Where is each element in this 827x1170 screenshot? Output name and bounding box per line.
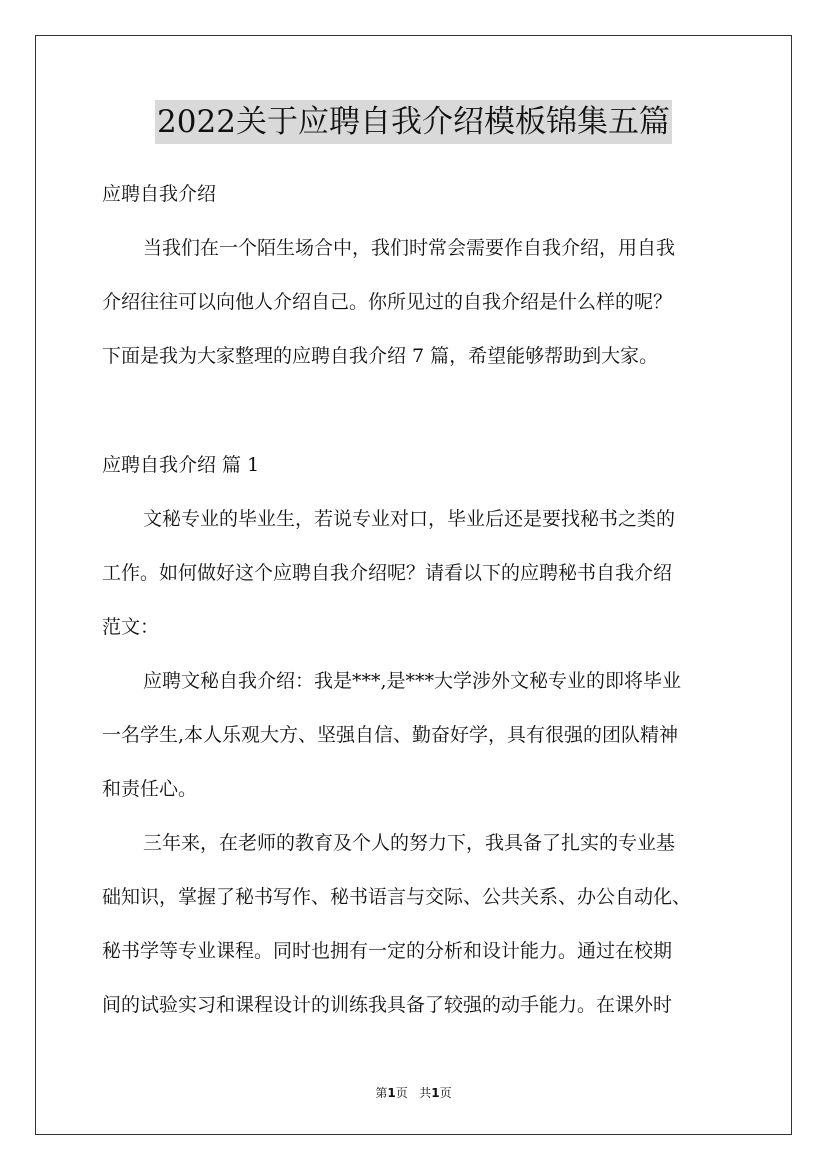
page-suffix: 页 [395, 1086, 408, 1100]
paragraph-line: 秘书学等专业课程。同时也拥有一定的分析和设计能力。通过在校期 [102, 940, 673, 962]
paragraph-line: 三年来，在老师的教育及个人的努力下，我具备了扎实的专业基 [143, 832, 676, 854]
paragraph-line: 础知识，掌握了秘书写作、秘书语言与交际、公共关系、办公自动化、 [102, 886, 692, 908]
paragraph-line: 间的试验实习和课程设计的训练我具备了较强的动手能力。在课外时 [102, 994, 673, 1016]
total-prefix: 共 [419, 1086, 432, 1100]
total-suffix: 页 [439, 1086, 452, 1100]
paragraph-line: 文秘专业的毕业生，若说专业对口，毕业后还是要找秘书之类的 [143, 508, 676, 530]
intro-line: 介绍往往可以向他人介绍自己。你所见过的自我介绍是什么样的呢？ [102, 291, 673, 313]
paragraph-line: 一名学生,本人乐观大方、坚强自信、勤奋好学，具有很强的团队精神 [102, 724, 679, 746]
title-container [0, 100, 827, 144]
paragraph-line: 工作。如何做好这个应聘自我介绍呢？请看以下的应聘秘书自我介绍 [102, 562, 673, 584]
intro-line: 当我们在一个陌生场合中，我们时常会需要作自我介绍，用自我 [143, 237, 676, 259]
paragraph-line: 范文： [102, 616, 160, 638]
total-pages: 1 [431, 1086, 440, 1100]
paragraph-line: 和责任心。 [102, 778, 198, 800]
document-title: 2022关于应聘自我介绍模板锦集五篇 [155, 100, 672, 144]
part-heading: 应聘自我介绍 篇 1 [102, 454, 260, 476]
page-footer [0, 1084, 827, 1101]
intro-line: 下面是我为大家整理的应聘自我介绍 7 篇，希望能够帮助到大家。 [102, 345, 659, 367]
section-heading: 应聘自我介绍 [102, 183, 217, 205]
page-prefix: 第 [375, 1086, 388, 1100]
page-number: 1 [387, 1086, 396, 1100]
paragraph-line: 应聘文秘自我介绍：我是***,是***大学涉外文秘专业的即将毕业 [143, 670, 682, 692]
